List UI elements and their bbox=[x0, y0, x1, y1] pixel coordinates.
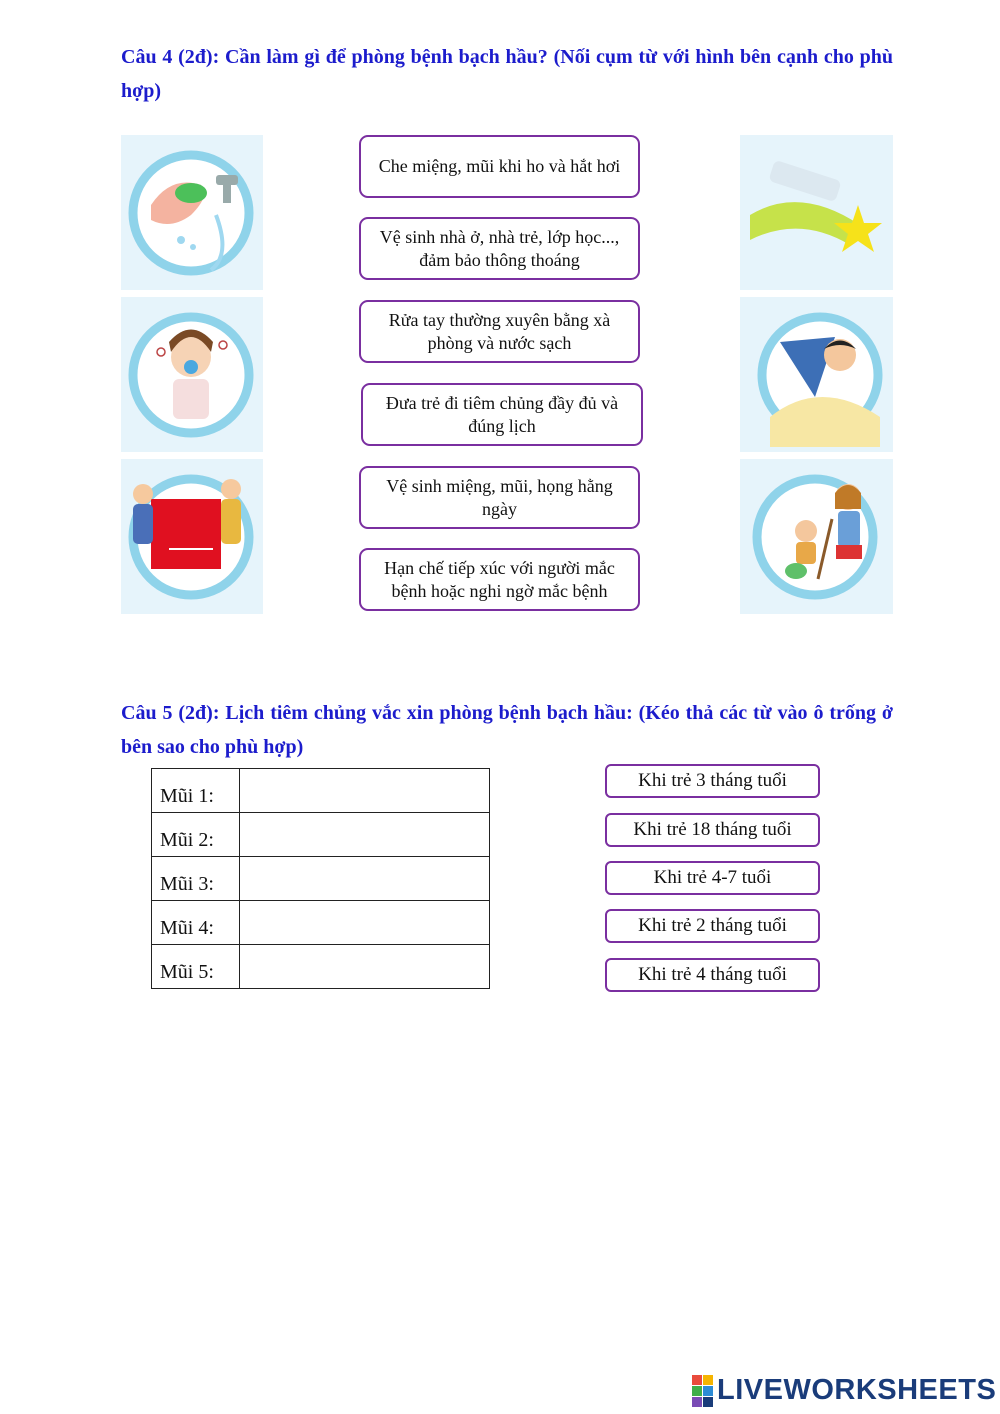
option-limit-contact[interactable]: Hạn chế tiếp xúc với người mắc bệnh hoặc nghi ngờ mắc bệnh bbox=[359, 548, 640, 611]
option-cover-mouth[interactable]: Che miệng, mũi khi ho và hắt hơi bbox=[359, 135, 640, 198]
dose-3-label: Mũi 3: bbox=[152, 857, 240, 901]
option-oral-hygiene[interactable]: Vệ sinh miệng, mũi, họng hằng ngày bbox=[359, 466, 640, 529]
logo-mark-icon bbox=[692, 1375, 713, 1407]
cleaning-children-image[interactable] bbox=[740, 459, 893, 614]
table-row bbox=[152, 945, 490, 989]
dose-4-drop-slot[interactable] bbox=[240, 901, 490, 945]
handwashing-image[interactable] bbox=[121, 135, 263, 290]
table-row bbox=[152, 901, 490, 945]
avoid-contact-image[interactable] bbox=[121, 459, 263, 614]
question-4-title: Câu 4 (2đ): Cần làm gì để phòng bệnh bạch hầu? (Nối cụm từ với hình bên cạnh cho phù hợp) bbox=[121, 46, 893, 102]
drag-choice-4-months[interactable]: Khi trẻ 4 tháng tuổi bbox=[605, 958, 820, 992]
drag-choice-18-months[interactable]: Khi trẻ 18 tháng tuổi bbox=[605, 813, 820, 847]
option-wash-hands[interactable]: Rửa tay thường xuyên bằng xà phòng và nước sạch bbox=[359, 300, 640, 363]
sneezing-child-image[interactable] bbox=[740, 297, 893, 452]
table-row bbox=[152, 769, 490, 813]
logo-text: LIVEWORKSHEETS bbox=[717, 1374, 997, 1406]
dose-2-drop-slot[interactable] bbox=[240, 813, 490, 857]
dose-5-label: Mũi 5: bbox=[152, 945, 240, 989]
table-row bbox=[152, 813, 490, 857]
dose-3-drop-slot[interactable] bbox=[240, 857, 490, 901]
dose-5-drop-slot[interactable] bbox=[240, 945, 490, 989]
dose-4-label: Mũi 4: bbox=[152, 901, 240, 945]
option-vaccinate[interactable]: Đưa trẻ đi tiêm chủng đầy đủ và đúng lịch bbox=[361, 383, 643, 446]
drag-choice-4-7-years[interactable]: Khi trẻ 4-7 tuổi bbox=[605, 861, 820, 895]
table-row bbox=[152, 857, 490, 901]
vaccine-schedule-table bbox=[151, 768, 490, 989]
option-clean-house[interactable]: Vệ sinh nhà ở, nhà trẻ, lớp học..., đảm bảo thông thoáng bbox=[359, 217, 640, 280]
dose-2-label: Mũi 2: bbox=[152, 813, 240, 857]
covering-mouth-image[interactable] bbox=[121, 297, 263, 452]
drag-choice-2-months[interactable]: Khi trẻ 2 tháng tuổi bbox=[605, 909, 820, 943]
question-5-title: Câu 5 (2đ): Lịch tiêm chủng vắc xin phòng bệnh bạch hầu: (Kéo thả các từ vào ô trống ở bên sao cho phù hợp) bbox=[121, 702, 893, 758]
dose-1-label: Mũi 1: bbox=[152, 769, 240, 813]
dose-1-drop-slot[interactable] bbox=[240, 769, 490, 813]
drag-choice-3-months[interactable]: Khi trẻ 3 tháng tuổi bbox=[605, 764, 820, 798]
toothpaste-image[interactable] bbox=[740, 135, 893, 290]
liveworksheets-logo bbox=[692, 1374, 996, 1407]
